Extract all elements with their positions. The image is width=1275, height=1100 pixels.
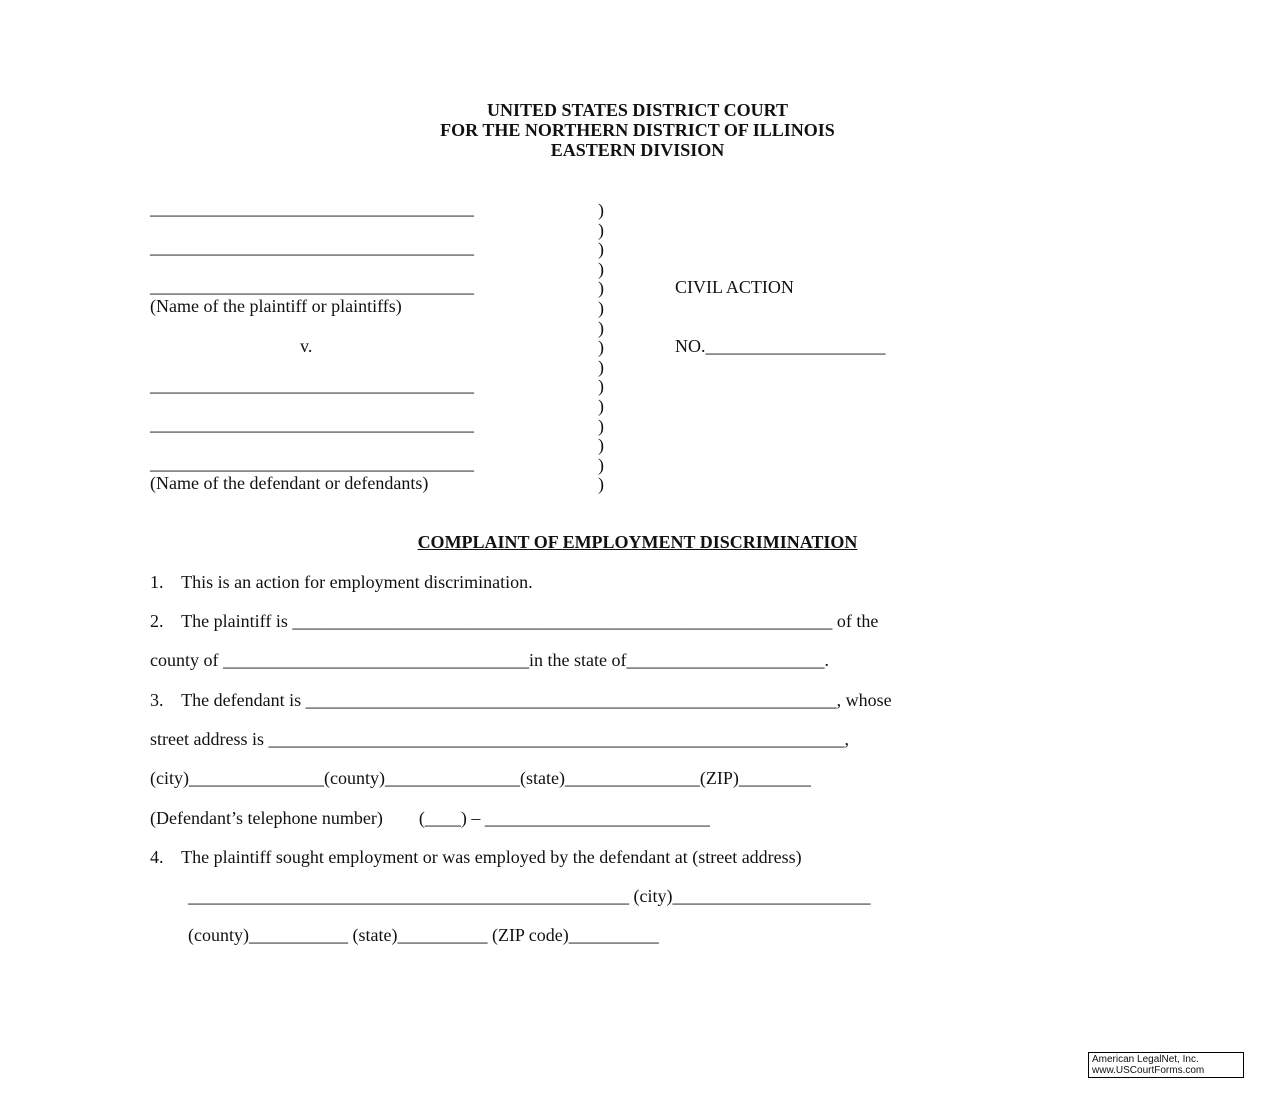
district-name: FOR THE NORTHERN DISTRICT OF ILLINOIS bbox=[440, 120, 835, 140]
para-3-street-address[interactable]: street address is ________________________________________________________________, bbox=[150, 729, 849, 749]
para-2-plaintiff[interactable]: 2. The plaintiff is ____________________________________________________________ of the bbox=[150, 611, 879, 631]
caption-parenthesis: ) bbox=[598, 435, 604, 456]
para-3-city-county-state-zip[interactable]: (city)_______________(county)_______________(state)_______________(ZIP)________ bbox=[150, 768, 811, 788]
caption-parenthesis: ) bbox=[598, 454, 604, 475]
caption-parenthesis: ) bbox=[598, 415, 604, 436]
complaint-title: COMPLAINT OF EMPLOYMENT DISCRIMINATION bbox=[417, 532, 858, 552]
division-name: EASTERN DIVISION bbox=[550, 140, 725, 160]
para-3-defendant[interactable]: 3. The defendant is ___________________________________________________________, whose bbox=[150, 690, 892, 710]
versus: v. bbox=[300, 336, 313, 356]
caption-parenthesis: ) bbox=[598, 396, 604, 416]
defendant-blank-2[interactable]: ____________________________________ bbox=[150, 414, 474, 434]
caption-parenthesis: ) bbox=[598, 258, 604, 279]
plaintiff-blank-3[interactable]: ____________________________________ bbox=[150, 276, 474, 296]
para-1: 1. This is an action for employment discrimination. bbox=[150, 572, 533, 592]
publisher-name: American LegalNet, Inc. bbox=[1092, 1054, 1199, 1065]
publisher-logo bbox=[1088, 1052, 1244, 1078]
caption-parenthesis: ) bbox=[598, 474, 604, 495]
para-3-telephone[interactable]: (Defendant’s telephone number) (____) – _________________________ bbox=[150, 808, 710, 828]
caption-parenthesis: ) bbox=[598, 337, 604, 358]
caption-parenthesis: ) bbox=[598, 376, 604, 397]
plaintiff-blank-2[interactable]: ____________________________________ bbox=[150, 237, 474, 257]
defendant-blank-1[interactable]: ____________________________________ bbox=[150, 375, 474, 395]
para-4-county-state-zip[interactable]: (county)___________ (state)__________ (ZIP code)__________ bbox=[188, 925, 659, 945]
publisher-url: www.USCourtForms.com bbox=[1092, 1065, 1205, 1076]
caption-parenthesis: ) bbox=[598, 356, 604, 377]
para-2-county-state[interactable]: county of __________________________________in the state of______________________. bbox=[150, 650, 829, 670]
para-4: 4. The plaintiff sought employment or was employed by the defendant at (street address) bbox=[150, 847, 802, 867]
plaintiff-blank-1[interactable]: ____________________________________ bbox=[150, 198, 474, 218]
caption-parenthesis: ) bbox=[598, 317, 604, 338]
caption-parenthesis: ) bbox=[598, 239, 604, 260]
civil-action-label: CIVIL ACTION bbox=[675, 277, 794, 297]
plaintiff-label: (Name of the plaintiff or plaintiffs) bbox=[150, 296, 402, 316]
caption-parenthesis: ) bbox=[598, 278, 604, 299]
para-4-address-city[interactable]: _________________________________________________ (city)______________________ bbox=[188, 886, 871, 906]
court-name: UNITED STATES DISTRICT COURT bbox=[487, 100, 788, 120]
defendant-blank-3[interactable]: ____________________________________ bbox=[150, 453, 474, 473]
caption-parenthesis: ) bbox=[598, 298, 604, 318]
case-number-field[interactable]: NO.____________________ bbox=[675, 336, 886, 356]
caption-parenthesis: ) bbox=[598, 219, 604, 240]
caption-parenthesis: ) bbox=[598, 200, 604, 220]
defendant-label: (Name of the defendant or defendants) bbox=[150, 473, 429, 493]
